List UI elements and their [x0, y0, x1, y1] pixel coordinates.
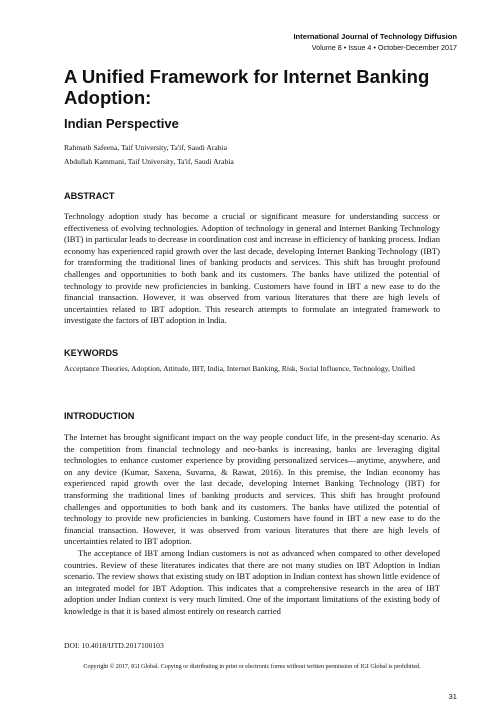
- article-title: A Unified Framework for Internet Banking Adoption:: [64, 66, 430, 108]
- abstract-text: Technology adoption study has become a crucial or significant measure for understanding success or effectiveness of evolving technologies. Adoption of technology in general and Internet Banking Technology (IBT) in particular leads to decrease in coordination cost and increase in efficiency of banking process. Indian economy has experienced rapid growth over the last decade, developing Internet Banking Technology (IBT) for transforming the traditional lines of banking products and services. This shift has brought profound challenges and opportunities to both bank and its customers. The banks have utilized the potential of technology to provide new proficiencies in banking. Customers have found in IBT a new ease to do the financial transaction. However, it was observed from various literatures that there are high levels of uncertainties related to IBT adoption. This research attempts to formulate an integrated framework to investigate the factors of IBT adoption in India.: [64, 211, 440, 326]
- keywords-heading: KEYWORDS: [64, 348, 119, 358]
- doi-line: DOI: 10.4018/IJTD.2017100103: [64, 641, 164, 650]
- author-list: [64, 141, 234, 169]
- introduction-paragraph-2: The acceptance of IBT among Indian customers is not as advanced when compared to other developed countries. Review of these literatures indicates that there are not many studies on IBT Adoption in Indian scenario. The review shows that existing study on IBT adoption in Indian context has shown little evidence of an integrated model for IBT Adoption. This indicates that a comprehensive research in the area of IBT adoption under Indian context is very much limited. One of the important limitations of the existing body of knowledge is that it is based almost entirely on research carried: [64, 547, 440, 616]
- introduction-heading: INTRODUCTION: [64, 411, 135, 421]
- introduction-paragraph-1: The Internet has brought significant impact on the way people conduct life, in the present-day scenario. As the competition from financial technology and neo-banks is increasing, banks are leveraging digital technologies to enhance customer experience by providing personalized services—anytime, anywhere, and on any device (Kumar, Saxena, Suvarna, & Rawat, 2016). In this premise, the Indian economy has experienced rapid growth over the last decade, developing Internet Banking Technology (IBT) for transforming the traditional lines of banking products and services. This shift has brought profound challenges and opportunities to both bank and its customers. The banks have utilized the potential of technology to provide new proficiencies in banking. Customers have found in IBT a new ease to do the financial transaction. However, it was observed from various literatures that there are high levels of uncertainties related to IBT adoption.: [64, 432, 440, 547]
- author-2: Abdullah Kammani, Taif University, Ta'if, Saudi Arabia: [64, 157, 234, 166]
- page-number: 31: [448, 692, 457, 701]
- journal-volume: Volume 8 • Issue 4 • October-December 2017: [311, 43, 457, 52]
- copyright-notice: Copyright © 2017, IGI Global. Copying or distributing in print or electronic forms without written permission of IGI Global is prohibited.: [83, 664, 421, 670]
- keywords-text: Acceptance Theories, Adoption, Attitude, IBT, India, Internet Banking, Risk, Social Influence, Technology, Unified: [64, 364, 415, 373]
- author-1: Rahmath Safeena, Taif University, Ta'if, Saudi Arabia: [64, 143, 227, 152]
- abstract-heading: ABSTRACT: [64, 191, 115, 201]
- introduction-body: [64, 432, 440, 618]
- article-subtitle: Indian Perspective: [64, 116, 179, 131]
- journal-header: [293, 31, 457, 53]
- journal-name: International Journal of Technology Diffusion: [293, 32, 457, 41]
